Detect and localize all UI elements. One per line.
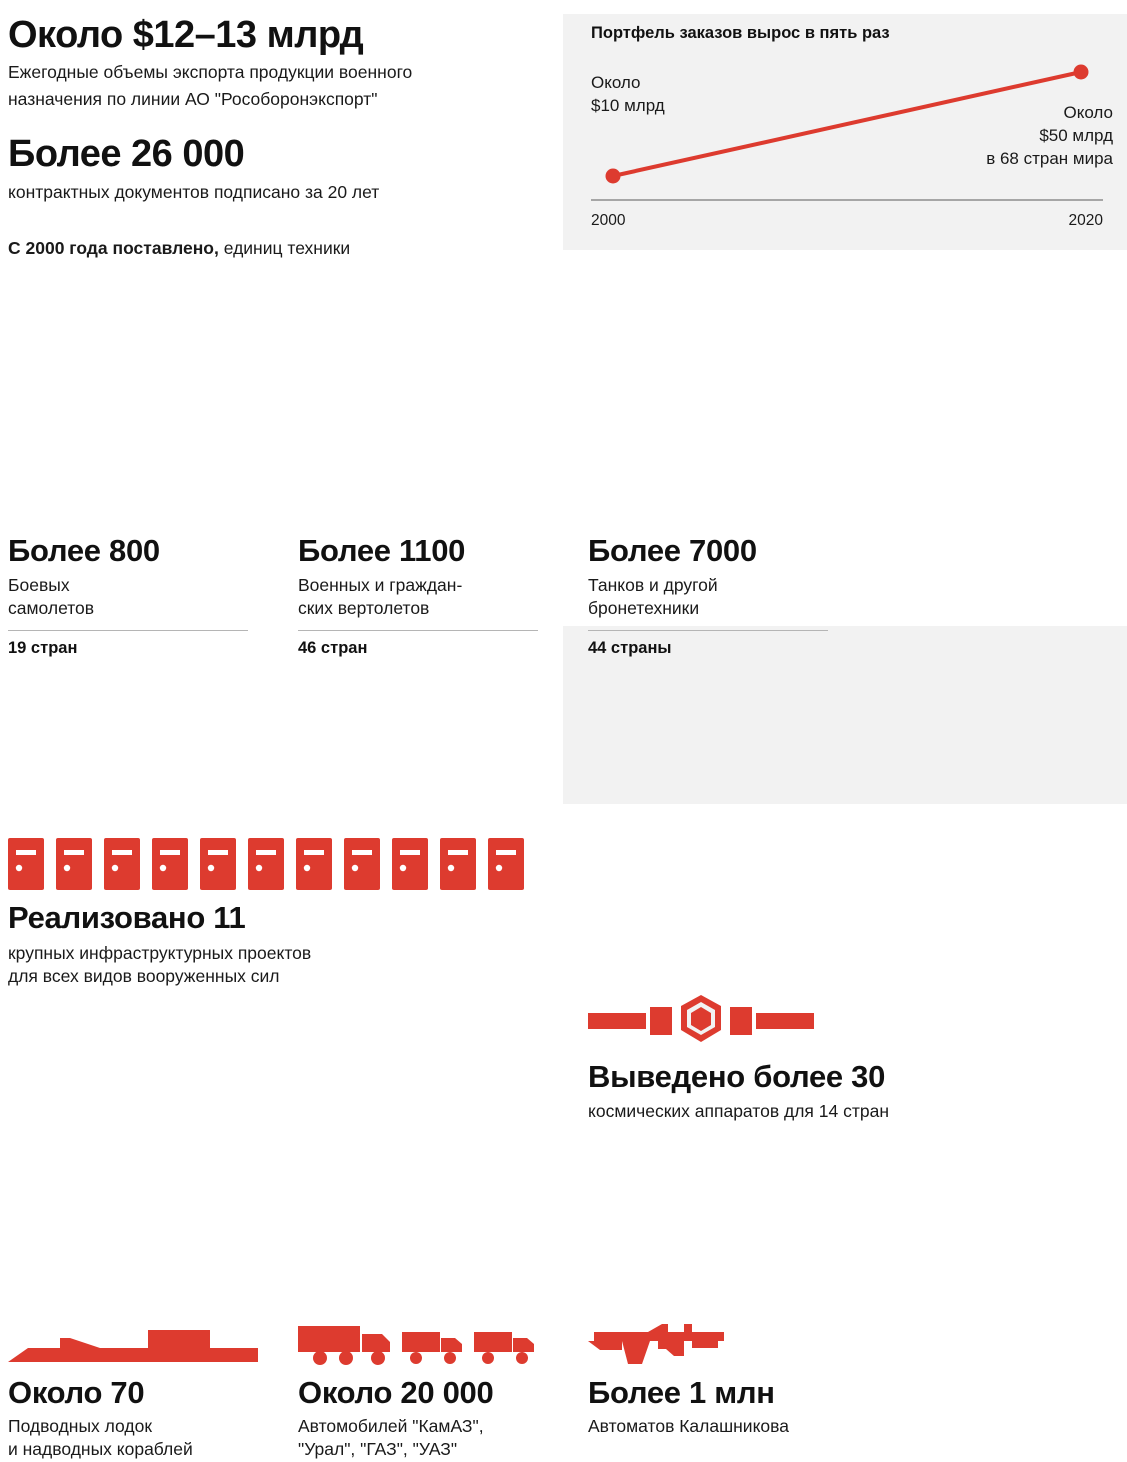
stat-number: Более 1100 (298, 533, 466, 569)
chart-end-line3: в 68 стран мира (986, 148, 1113, 168)
stat-column-tanks (588, 535, 878, 658)
stat-column-helicopters (298, 535, 588, 658)
stat-desc-line2: бронетехники (588, 598, 700, 619)
chart-end-line1: Около (1063, 103, 1113, 122)
stat-countries: 46 стран (298, 639, 368, 658)
since-2000-label (8, 238, 556, 259)
stat-description (8, 574, 298, 621)
satellites-number: Выведено более 30 (588, 1058, 886, 1094)
chart-x-axis (591, 212, 1103, 230)
projects-desc-line1: крупных инфраструктурных проектов (8, 942, 312, 963)
bottom-desc-line1: Автоматов Калашникова (588, 1416, 789, 1437)
submarine-icon (8, 1316, 258, 1372)
stat-number: Более 800 (8, 533, 160, 569)
stats-row (8, 535, 1118, 658)
satellite-icon (588, 989, 888, 1055)
contracts-block (8, 133, 556, 205)
chart-panel (563, 14, 1127, 250)
bottom-desc-line1: Автомобилей "КамАЗ", (298, 1416, 484, 1437)
stat-description (298, 574, 588, 621)
bottom-description (8, 1415, 298, 1462)
chart-end-annotation (986, 102, 1113, 171)
bottom-column-submarines (8, 1316, 298, 1462)
truck-icon (298, 1316, 548, 1372)
stat-number: Более 7000 (588, 533, 757, 569)
bottom-column-rifles (588, 1316, 878, 1462)
annual-export-desc-line2: назначения по линии АО "Рособоронэкспорт" (8, 88, 378, 109)
chart-end-line2: $50 млрд (1039, 125, 1113, 145)
satellites-block (588, 989, 1108, 1124)
projects-desc-line2: для всех видов вооруженных сил (8, 966, 280, 987)
stat-desc-line1: Танков и другой (588, 574, 718, 595)
rifle-icon (588, 1316, 838, 1372)
annual-export-desc-line1: Ежегодные объемы экспорта продукции военного (8, 61, 413, 82)
infographic-page (0, 14, 1127, 1460)
bottom-desc-line2: "Урал", "ГАЗ", "УАЗ" (298, 1439, 458, 1460)
chart-title: Портфель заказов вырос в пять раз (591, 24, 890, 42)
stat-desc-line2: самолетов (8, 598, 95, 619)
since-2000-bold: С 2000 года поставлено, (8, 238, 219, 259)
projects-number: Реализовано 11 (8, 900, 246, 936)
bottom-desc-line2: и надводных кораблей (8, 1439, 193, 1460)
contracts-amount: Более 26 000 (8, 132, 245, 175)
projects-description (8, 942, 556, 989)
stat-divider (298, 630, 538, 631)
bottom-number: Около 70 (8, 1374, 145, 1410)
stat-countries: 44 страны (588, 639, 672, 658)
stat-divider (588, 630, 828, 631)
chart-start-annotation (591, 72, 665, 118)
axis-tick-end: 2020 (1068, 212, 1103, 229)
since-2000-rest: единиц техники (218, 238, 351, 259)
bottom-number: Более 1 млн (588, 1374, 775, 1410)
stat-column-aircraft (8, 535, 298, 658)
axis-tick-start: 2000 (591, 212, 626, 229)
satellites-description: космических аппаратов для 14 стран (588, 1100, 889, 1121)
annual-export-amount: Около $12–13 млрд (8, 14, 364, 56)
projects-block (8, 830, 556, 988)
contracts-desc: контрактных документов подписано за 20 лет (8, 182, 380, 203)
stat-divider (8, 630, 248, 631)
stat-countries: 19 стран (8, 639, 78, 658)
bottom-row (8, 1316, 1118, 1462)
stat-description (588, 574, 878, 621)
bottom-number: Около 20 000 (298, 1374, 494, 1410)
chart-start-line2: $10 млрд (591, 95, 665, 115)
annual-export-block (8, 14, 556, 111)
chart-start-line1: Около (591, 73, 641, 92)
bottom-description (298, 1415, 588, 1462)
bottom-column-trucks (298, 1316, 588, 1462)
bottom-description (588, 1415, 878, 1438)
stat-desc-line1: Боевых (8, 574, 70, 595)
stat-desc-line1: Военных и граждан- (298, 574, 463, 595)
stat-desc-line2: ских вертолетов (298, 598, 430, 619)
bottom-desc-line1: Подводных лодок (8, 1416, 153, 1437)
left-column (8, 14, 556, 259)
building-icons (8, 830, 548, 896)
